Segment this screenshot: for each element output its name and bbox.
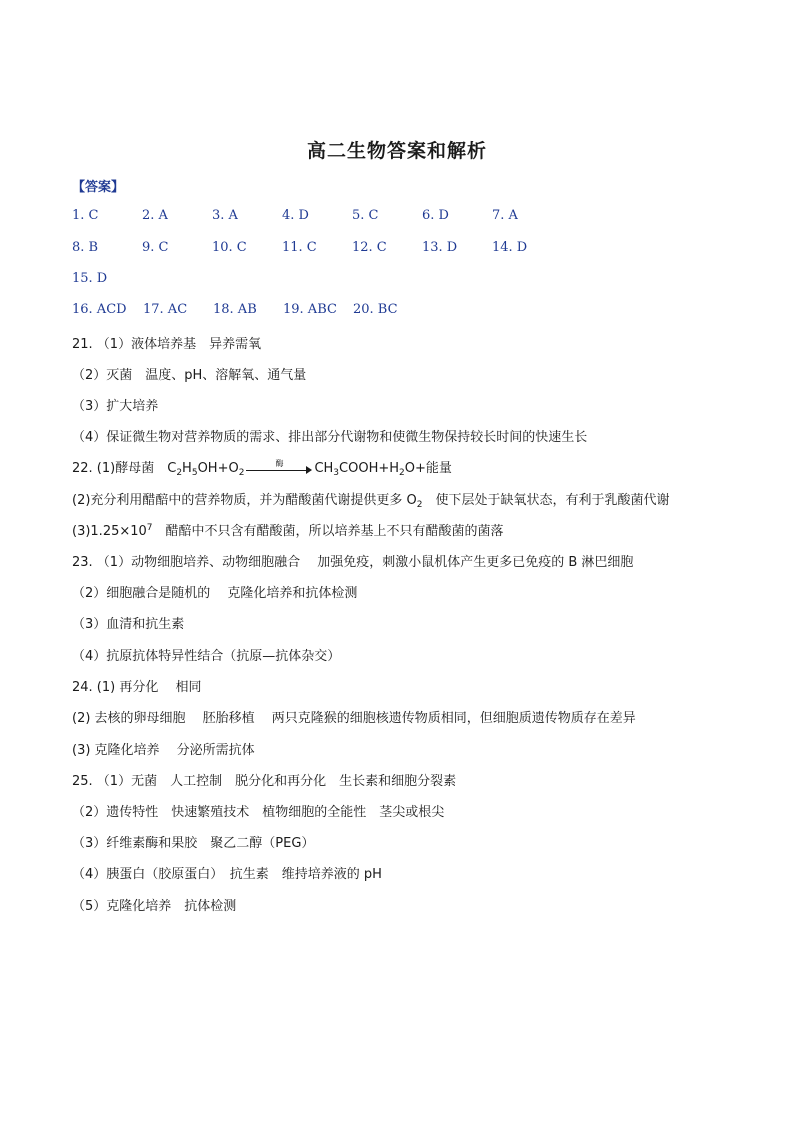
mc-answer: 15. D	[72, 271, 108, 286]
q22-l3-a: (3)1.25×10	[72, 524, 147, 539]
q22-l1-e: COOH+H	[339, 461, 400, 476]
q22-l2-a: (2)充分利用醋醅中的营养物质，并为醋酸菌代谢提供更多 O	[72, 493, 417, 508]
q23-line-3: （3）血清和抗生素	[72, 617, 185, 632]
q22-l1-a: 22. (1)酵母菌 C	[72, 461, 177, 476]
q22-line-3	[72, 520, 504, 539]
q21-line-2: （2）灭菌 温度、pH、溶解氧、通气量	[72, 368, 307, 383]
mc-answer: 11. C	[282, 240, 317, 255]
q25-line-5: （5）克隆化培养 抗体检测	[72, 899, 237, 914]
q22-l1-d: CH	[314, 461, 334, 476]
mc-answer: 7. A	[492, 208, 518, 223]
q22-l1-c: OH+O	[197, 461, 239, 476]
answer-section-label: 【答案】	[72, 180, 125, 195]
q22-l1-sub4: 3	[333, 468, 340, 478]
q21-line-4: （4）保证微生物对营养物质的需求、排出部分代谢物和使微生物保持较长时间的快速生长	[72, 430, 588, 445]
q22-l1-sub5: 2	[399, 468, 405, 478]
mc-answer: 13. D	[422, 240, 458, 255]
q25-line-3: （3）纤维素酶和果胶 聚乙二醇（PEG）	[72, 836, 315, 851]
mc-answer: 17. AC	[143, 302, 188, 317]
q24-line-2: (2) 去核的卵母细胞 胚胎移植 两只克隆猴的细胞核遗传物质相同，但细胞质遗传物质存在差异	[72, 711, 636, 726]
q21-line-3: （3）扩大培养	[72, 399, 159, 414]
mc-answer: 9. C	[142, 240, 169, 255]
mc-answer: 3. A	[212, 208, 238, 223]
q22-l1-f: O+能量	[404, 461, 452, 476]
q22-l2-b: 使下层处于缺氧状态，有利于乳酸菌代谢	[422, 493, 670, 508]
mc-answer: 16. ACD	[72, 302, 127, 317]
mc-answer: 19. ABC	[283, 302, 337, 317]
q22-l1-b: H	[182, 461, 192, 476]
q21-line-1: 21. （1）液体培养基 异养需氧	[72, 337, 262, 352]
q23-line-4: （4）抗原抗体特异性结合（抗原—抗体杂交）	[72, 649, 341, 664]
mc-answer: 5. C	[352, 208, 379, 223]
q25-line-1: 25. （1）无菌 人工控制 脱分化和再分化 生长素和细胞分裂素	[72, 774, 457, 789]
q23-line-1: 23. （1）动物细胞培养、动物细胞融合 加强免疫，刺激小鼠机体产生更多已免疫的 B 淋巴细胞	[72, 555, 634, 570]
q22-l3-b: 醋醅中不只含有醋酸菌，所以培养基上不只有醋酸菌的菌落	[152, 524, 504, 539]
q22-l1-sub3: 2	[238, 468, 245, 478]
page-title: 高二生物答案和解析	[306, 140, 487, 162]
mc-answer: 6. D	[422, 208, 449, 223]
q24-line-1: 24. (1) 再分化 相同	[72, 680, 202, 695]
mc-answer: 4. D	[282, 208, 309, 223]
mc-answer: 10. C	[212, 240, 247, 255]
mc-answer: 14. D	[492, 240, 528, 255]
q22-l2-sub: 2	[416, 500, 423, 510]
mc-answer: 2. A	[142, 208, 168, 223]
mc-answer: 8. B	[72, 240, 99, 255]
mc-answer: 20. BC	[353, 302, 398, 317]
q25-line-2: （2）遗传特性 快速繁殖技术 植物细胞的全能性 茎尖或根尖	[72, 805, 445, 820]
q22-line-2	[72, 489, 670, 510]
q23-line-2: （2）细胞融合是随机的 克隆化培养和抗体检测	[72, 586, 358, 601]
arrow-label: 酶	[275, 458, 284, 468]
mc-answer: 1. C	[72, 208, 99, 223]
mc-answer: 12. C	[352, 240, 387, 255]
q22-l1-sub2: 5	[191, 468, 198, 478]
reaction-arrow-icon	[246, 458, 312, 476]
mc-answer: 18. AB	[213, 302, 257, 317]
q24-line-3: (3) 克隆化培养 分泌所需抗体	[72, 743, 255, 758]
q22-l3-sup: 7	[146, 523, 153, 533]
q22-line-1	[72, 457, 452, 478]
q22-l1-sub1: 2	[176, 468, 183, 478]
q25-line-4: （4）胰蛋白（胶原蛋白） 抗生素 维持培养液的 pH	[72, 867, 382, 882]
